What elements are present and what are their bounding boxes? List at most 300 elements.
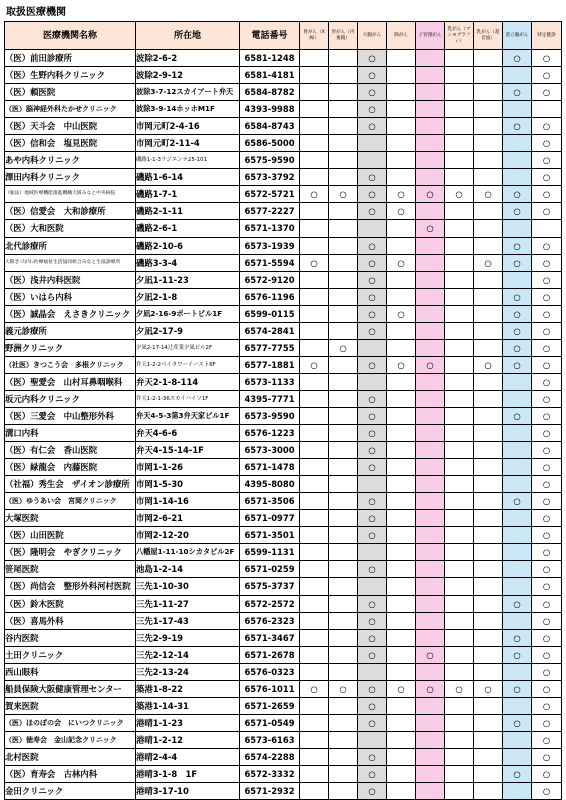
- cell-breast-mammography: [445, 356, 474, 373]
- cell-specific-checkup: ○: [532, 254, 562, 271]
- cell-stomach-xray: [300, 425, 329, 442]
- cell-name: （医）育寿会 古林内科: [5, 765, 136, 782]
- cell-uterine: ○: [416, 220, 445, 237]
- cell-breast-mammography: [445, 271, 474, 288]
- cell-lung: [387, 101, 416, 118]
- cell-colon: [358, 152, 387, 169]
- cell-name: （医）信和会 塩見医院: [5, 135, 136, 152]
- cell-breast-mammography: [445, 663, 474, 680]
- cell-colon: ○: [358, 595, 387, 612]
- cell-stomach-endoscopy: ○: [329, 339, 358, 356]
- cell-lung: [387, 459, 416, 476]
- cell-name: （医）浅井内科医院: [5, 271, 136, 288]
- cell-phone: 6572-3332: [240, 765, 300, 782]
- cell-specific-checkup: ○: [532, 493, 562, 510]
- cell-breast-mammography: [445, 152, 474, 169]
- cell-colon: ○: [358, 629, 387, 646]
- cell-uterine: [416, 425, 445, 442]
- table-row: [5, 390, 562, 407]
- cell-colon: ○: [358, 714, 387, 731]
- table-row: [5, 237, 562, 254]
- cell-phone: 6571-3467: [240, 629, 300, 646]
- cell-phone: 6571-5594: [240, 254, 300, 271]
- cell-colon: ○: [358, 67, 387, 84]
- cell-breast-ultrasound: [474, 288, 503, 305]
- cell-breast-ultrasound: [474, 476, 503, 493]
- cell-colon: ○: [358, 748, 387, 765]
- cell-phone: 6575-3737: [240, 578, 300, 595]
- header-name: 医療機関名称: [5, 22, 136, 50]
- cell-specific-checkup: ○: [532, 783, 562, 800]
- cell-breast-ultrasound: ○: [474, 254, 503, 271]
- cell-stomach-endoscopy: [329, 714, 358, 731]
- cell-colon: ○: [358, 527, 387, 544]
- cell-specific-checkup: ○: [532, 527, 562, 544]
- cell-specific-checkup: ○: [532, 697, 562, 714]
- cell-name: （医）喜馬外科: [5, 612, 136, 629]
- cell-breast-mammography: [445, 578, 474, 595]
- cell-stomach-endoscopy: [329, 697, 358, 714]
- cell-specific-checkup: ○: [532, 67, 562, 84]
- cell-lung: [387, 595, 416, 612]
- table-row: [5, 493, 562, 510]
- cell-specific-checkup: ○: [532, 237, 562, 254]
- cell-specific-checkup: ○: [532, 203, 562, 220]
- cell-colon: ○: [358, 356, 387, 373]
- cell-uterine: [416, 510, 445, 527]
- cell-stomach-xray: [300, 135, 329, 152]
- cell-uterine: [416, 203, 445, 220]
- cell-uterine: [416, 390, 445, 407]
- cell-address: 港晴3-17-10: [136, 783, 240, 800]
- cell-colon: [358, 544, 387, 561]
- cell-breast-mammography: [445, 612, 474, 629]
- cell-specific-checkup: ○: [532, 373, 562, 390]
- cell-phone: 6581-1248: [240, 50, 300, 67]
- table-row: [5, 339, 562, 356]
- table-row: [5, 476, 562, 493]
- cell-uterine: [416, 50, 445, 67]
- cell-name: （医）聖愛会 山村耳鼻咽喉科: [5, 373, 136, 390]
- cell-stomach-endoscopy: [329, 390, 358, 407]
- cell-phone: 6571-3501: [240, 527, 300, 544]
- cell-breast-mammography: [445, 305, 474, 322]
- cell-stomach-xray: [300, 459, 329, 476]
- cell-uterine: [416, 152, 445, 169]
- table-row: [5, 305, 562, 322]
- cell-phone: 6571-1370: [240, 220, 300, 237]
- cell-breast-mammography: [445, 595, 474, 612]
- cell-phone: 6571-2678: [240, 646, 300, 663]
- cell-lung: ○: [387, 203, 416, 220]
- cell-specific-checkup: ○: [532, 459, 562, 476]
- cell-prostate: [503, 510, 532, 527]
- cell-colon: [358, 373, 387, 390]
- cell-uterine: [416, 544, 445, 561]
- cell-breast-mammography: [445, 237, 474, 254]
- cell-colon: ○: [358, 442, 387, 459]
- header-breast-ultrasound: 乳がん（超音波）: [474, 22, 503, 50]
- cell-name: （独法）地域医療機能推進機構大阪みなと中央病院: [5, 186, 136, 203]
- cell-prostate: [503, 697, 532, 714]
- cell-uterine: [416, 135, 445, 152]
- cell-phone: 6573-3792: [240, 169, 300, 186]
- cell-prostate: ○: [503, 595, 532, 612]
- cell-specific-checkup: ○: [532, 680, 562, 697]
- cell-address: 波除2-6-2: [136, 50, 240, 67]
- cell-stomach-endoscopy: [329, 254, 358, 271]
- cell-prostate: [503, 135, 532, 152]
- cell-name: 谷内医院: [5, 629, 136, 646]
- cell-colon: [358, 578, 387, 595]
- cell-prostate: ○: [503, 50, 532, 67]
- cell-address: 磯路2-10-6: [136, 237, 240, 254]
- cell-lung: ○: [387, 254, 416, 271]
- cell-breast-mammography: [445, 493, 474, 510]
- cell-lung: [387, 561, 416, 578]
- table-row: [5, 288, 562, 305]
- cell-phone: 6571-1478: [240, 459, 300, 476]
- cell-colon: ○: [358, 390, 387, 407]
- cell-breast-mammography: [445, 407, 474, 424]
- cell-breast-ultrasound: [474, 527, 503, 544]
- cell-uterine: [416, 663, 445, 680]
- cell-breast-ultrasound: [474, 169, 503, 186]
- cell-name: （医）大和医院: [5, 220, 136, 237]
- cell-colon: ○: [358, 203, 387, 220]
- cell-uterine: [416, 578, 445, 595]
- cell-stomach-xray: [300, 493, 329, 510]
- cell-uterine: ○: [416, 646, 445, 663]
- cell-address: 三先1-17-43: [136, 612, 240, 629]
- cell-prostate: ○: [503, 203, 532, 220]
- cell-specific-checkup: ○: [532, 731, 562, 748]
- cell-colon: [358, 476, 387, 493]
- cell-lung: [387, 390, 416, 407]
- cell-lung: ○: [387, 186, 416, 203]
- cell-stomach-xray: [300, 697, 329, 714]
- cell-lung: [387, 527, 416, 544]
- cell-colon: ○: [358, 646, 387, 663]
- cell-breast-ultrasound: [474, 663, 503, 680]
- cell-colon: ○: [358, 101, 387, 118]
- cell-breast-ultrasound: [474, 612, 503, 629]
- cell-stomach-endoscopy: [329, 169, 358, 186]
- table-row: [5, 459, 562, 476]
- cell-name: 義元診療所: [5, 322, 136, 339]
- cell-breast-ultrasound: [474, 544, 503, 561]
- cell-specific-checkup: ○: [532, 544, 562, 561]
- cell-colon: ○: [358, 697, 387, 714]
- cell-breast-mammography: [445, 697, 474, 714]
- cell-lung: [387, 373, 416, 390]
- cell-prostate: ○: [503, 356, 532, 373]
- cell-address: 港晴2-4-4: [136, 748, 240, 765]
- cell-colon: ○: [358, 50, 387, 67]
- table-row: [5, 731, 562, 748]
- cell-stomach-xray: ○: [300, 254, 329, 271]
- cell-specific-checkup: ○: [532, 186, 562, 203]
- cell-uterine: [416, 118, 445, 135]
- cell-colon: ○: [358, 186, 387, 203]
- cell-colon: ○: [358, 407, 387, 424]
- cell-address: 磯路2-1-11: [136, 203, 240, 220]
- cell-lung: [387, 510, 416, 527]
- cell-uterine: [416, 476, 445, 493]
- cell-name: 大塚医院: [5, 510, 136, 527]
- cell-address: 市岡2-6-21: [136, 510, 240, 527]
- cell-colon: [358, 731, 387, 748]
- cell-lung: [387, 765, 416, 782]
- cell-stomach-endoscopy: [329, 442, 358, 459]
- cell-stomach-endoscopy: [329, 765, 358, 782]
- cell-lung: [387, 663, 416, 680]
- cell-phone: 6577-1881: [240, 356, 300, 373]
- cell-specific-checkup: ○: [532, 748, 562, 765]
- cell-address: 弁天1-2-2ベイタワーイースト6F: [136, 356, 240, 373]
- cell-stomach-endoscopy: [329, 612, 358, 629]
- cell-lung: [387, 220, 416, 237]
- cell-lung: [387, 67, 416, 84]
- header-lung: 肺がん: [387, 22, 416, 50]
- cell-specific-checkup: ○: [532, 169, 562, 186]
- cell-uterine: [416, 783, 445, 800]
- cell-address: 波除3-9-14ホッホM1F: [136, 101, 240, 118]
- cell-prostate: ○: [503, 493, 532, 510]
- table-row: [5, 748, 562, 765]
- cell-phone: 6572-2572: [240, 595, 300, 612]
- cell-stomach-endoscopy: [329, 271, 358, 288]
- cell-stomach-xray: [300, 663, 329, 680]
- cell-stomach-xray: [300, 714, 329, 731]
- cell-stomach-endoscopy: [329, 510, 358, 527]
- cell-name: （医）尚信会 整形外科河村医院: [5, 578, 136, 595]
- cell-name: 金田クリニック: [5, 783, 136, 800]
- table-row: [5, 646, 562, 663]
- cell-prostate: [503, 220, 532, 237]
- cell-lung: [387, 748, 416, 765]
- cell-uterine: [416, 237, 445, 254]
- cell-stomach-endoscopy: [329, 425, 358, 442]
- cell-name: （医）山田医院: [5, 527, 136, 544]
- cell-specific-checkup: ○: [532, 646, 562, 663]
- cell-breast-mammography: [445, 425, 474, 442]
- cell-stomach-endoscopy: [329, 407, 358, 424]
- cell-colon: ○: [358, 288, 387, 305]
- cell-stomach-xray: [300, 476, 329, 493]
- cell-breast-mammography: [445, 169, 474, 186]
- cell-specific-checkup: ○: [532, 390, 562, 407]
- cell-uterine: [416, 305, 445, 322]
- cell-prostate: ○: [503, 186, 532, 203]
- cell-stomach-xray: [300, 407, 329, 424]
- cell-colon: ○: [358, 680, 387, 697]
- cell-stomach-xray: [300, 510, 329, 527]
- header-breast-mammography: 乳がん（マンモグラフィ）: [445, 22, 474, 50]
- cell-stomach-endoscopy: [329, 101, 358, 118]
- cell-prostate: ○: [503, 765, 532, 782]
- cell-uterine: [416, 595, 445, 612]
- cell-address: 三先1-11-27: [136, 595, 240, 612]
- cell-lung: [387, 152, 416, 169]
- cell-breast-mammography: [445, 50, 474, 67]
- cell-uterine: [416, 407, 445, 424]
- cell-stomach-endoscopy: [329, 629, 358, 646]
- cell-stomach-endoscopy: [329, 748, 358, 765]
- cell-phone: 6572-5721: [240, 186, 300, 203]
- cell-phone: 6573-6163: [240, 731, 300, 748]
- cell-specific-checkup: ○: [532, 50, 562, 67]
- cell-address: 市岡2-12-20: [136, 527, 240, 544]
- cell-phone: 6573-3000: [240, 442, 300, 459]
- cell-breast-ultrasound: [474, 561, 503, 578]
- cell-stomach-xray: [300, 629, 329, 646]
- cell-name: （医）信愛会 大和診療所: [5, 203, 136, 220]
- cell-colon: ○: [358, 305, 387, 322]
- cell-phone: 6571-0549: [240, 714, 300, 731]
- cell-breast-ultrasound: [474, 697, 503, 714]
- cell-lung: [387, 288, 416, 305]
- cell-prostate: ○: [503, 84, 532, 101]
- cell-breast-ultrasound: [474, 50, 503, 67]
- cell-name: （医）徳寿会 金山記念クリニック: [5, 731, 136, 748]
- cell-address: 池島1-2-14: [136, 561, 240, 578]
- cell-phone: 6573-1939: [240, 237, 300, 254]
- cell-stomach-endoscopy: [329, 783, 358, 800]
- cell-address: 三先2-12-14: [136, 646, 240, 663]
- cell-breast-mammography: [445, 561, 474, 578]
- cell-address: 築港1-8-22: [136, 680, 240, 697]
- cell-stomach-xray: [300, 783, 329, 800]
- table-row: [5, 783, 562, 800]
- cell-breast-ultrasound: [474, 390, 503, 407]
- cell-lung: [387, 169, 416, 186]
- cell-prostate: [503, 67, 532, 84]
- cell-colon: ○: [358, 237, 387, 254]
- cell-colon: [358, 135, 387, 152]
- table-row: [5, 527, 562, 544]
- cell-specific-checkup: ○: [532, 561, 562, 578]
- cell-prostate: [503, 169, 532, 186]
- cell-uterine: [416, 339, 445, 356]
- cell-stomach-endoscopy: [329, 118, 358, 135]
- cell-phone: 6576-2323: [240, 612, 300, 629]
- table-row: [5, 152, 562, 169]
- cell-address: 市岡1-5-30: [136, 476, 240, 493]
- cell-uterine: [416, 169, 445, 186]
- cell-name: 大阪きづがわ医療福祉生活協同組合みなと生協診療所: [5, 254, 136, 271]
- cell-prostate: [503, 527, 532, 544]
- cell-lung: [387, 493, 416, 510]
- cell-uterine: [416, 748, 445, 765]
- cell-specific-checkup: [532, 220, 562, 237]
- table-row: [5, 254, 562, 271]
- cell-uterine: [416, 101, 445, 118]
- cell-stomach-endoscopy: [329, 731, 358, 748]
- cell-lung: [387, 407, 416, 424]
- cell-stomach-xray: [300, 271, 329, 288]
- cell-breast-ultrasound: [474, 748, 503, 765]
- cell-stomach-xray: [300, 305, 329, 322]
- cell-breast-mammography: [445, 527, 474, 544]
- cell-stomach-endoscopy: [329, 459, 358, 476]
- header-colon: 大腸がん: [358, 22, 387, 50]
- cell-lung: [387, 271, 416, 288]
- cell-breast-mammography: [445, 254, 474, 271]
- cell-colon: ○: [358, 322, 387, 339]
- cell-prostate: ○: [503, 237, 532, 254]
- cell-lung: ○: [387, 680, 416, 697]
- cell-stomach-xray: [300, 118, 329, 135]
- cell-specific-checkup: ○: [532, 663, 562, 680]
- cell-name: （医）脳神経外科たかせクリニック: [5, 101, 136, 118]
- cell-breast-ultrasound: [474, 425, 503, 442]
- cell-uterine: [416, 731, 445, 748]
- cell-stomach-xray: [300, 152, 329, 169]
- cell-stomach-xray: [300, 84, 329, 101]
- cell-breast-ultrasound: [474, 646, 503, 663]
- cell-specific-checkup: ○: [532, 425, 562, 442]
- cell-address: 磯路1-6-14: [136, 169, 240, 186]
- cell-breast-mammography: [445, 714, 474, 731]
- table-row: [5, 118, 562, 135]
- cell-breast-mammography: [445, 646, 474, 663]
- cell-stomach-endoscopy: [329, 152, 358, 169]
- cell-lung: [387, 544, 416, 561]
- cell-uterine: [416, 271, 445, 288]
- cell-lung: [387, 697, 416, 714]
- cell-breast-mammography: [445, 459, 474, 476]
- cell-name: （医）頼医院: [5, 84, 136, 101]
- cell-stomach-xray: [300, 169, 329, 186]
- table-row: [5, 765, 562, 782]
- cell-phone: 4395-7771: [240, 390, 300, 407]
- cell-lung: ○: [387, 305, 416, 322]
- cell-lung: [387, 629, 416, 646]
- cell-uterine: [416, 322, 445, 339]
- cell-stomach-xray: [300, 595, 329, 612]
- cell-prostate: [503, 390, 532, 407]
- cell-phone: 6599-1131: [240, 544, 300, 561]
- cell-breast-ultrasound: [474, 629, 503, 646]
- cell-phone: 4395-8080: [240, 476, 300, 493]
- cell-breast-ultrasound: [474, 220, 503, 237]
- cell-specific-checkup: ○: [532, 765, 562, 782]
- table-row: [5, 169, 562, 186]
- cell-lung: [387, 442, 416, 459]
- cell-breast-ultrasound: [474, 67, 503, 84]
- cell-prostate: [503, 663, 532, 680]
- cell-name: 土田クリニック: [5, 646, 136, 663]
- cell-breast-mammography: [445, 629, 474, 646]
- cell-stomach-xray: [300, 322, 329, 339]
- table-row: [5, 356, 562, 373]
- cell-stomach-endoscopy: [329, 373, 358, 390]
- cell-phone: 6576-1011: [240, 680, 300, 697]
- cell-prostate: ○: [503, 714, 532, 731]
- cell-uterine: [416, 527, 445, 544]
- cell-name: （医）ほのぼの会 にいつクリニック: [5, 714, 136, 731]
- cell-breast-ultrasound: [474, 322, 503, 339]
- cell-breast-ultrasound: [474, 152, 503, 169]
- cell-uterine: [416, 84, 445, 101]
- cell-prostate: [503, 578, 532, 595]
- cell-breast-mammography: [445, 67, 474, 84]
- cell-phone: 6574-2288: [240, 748, 300, 765]
- cell-phone: 6576-1196: [240, 288, 300, 305]
- table-row: [5, 663, 562, 680]
- cell-name: 賀来医院: [5, 697, 136, 714]
